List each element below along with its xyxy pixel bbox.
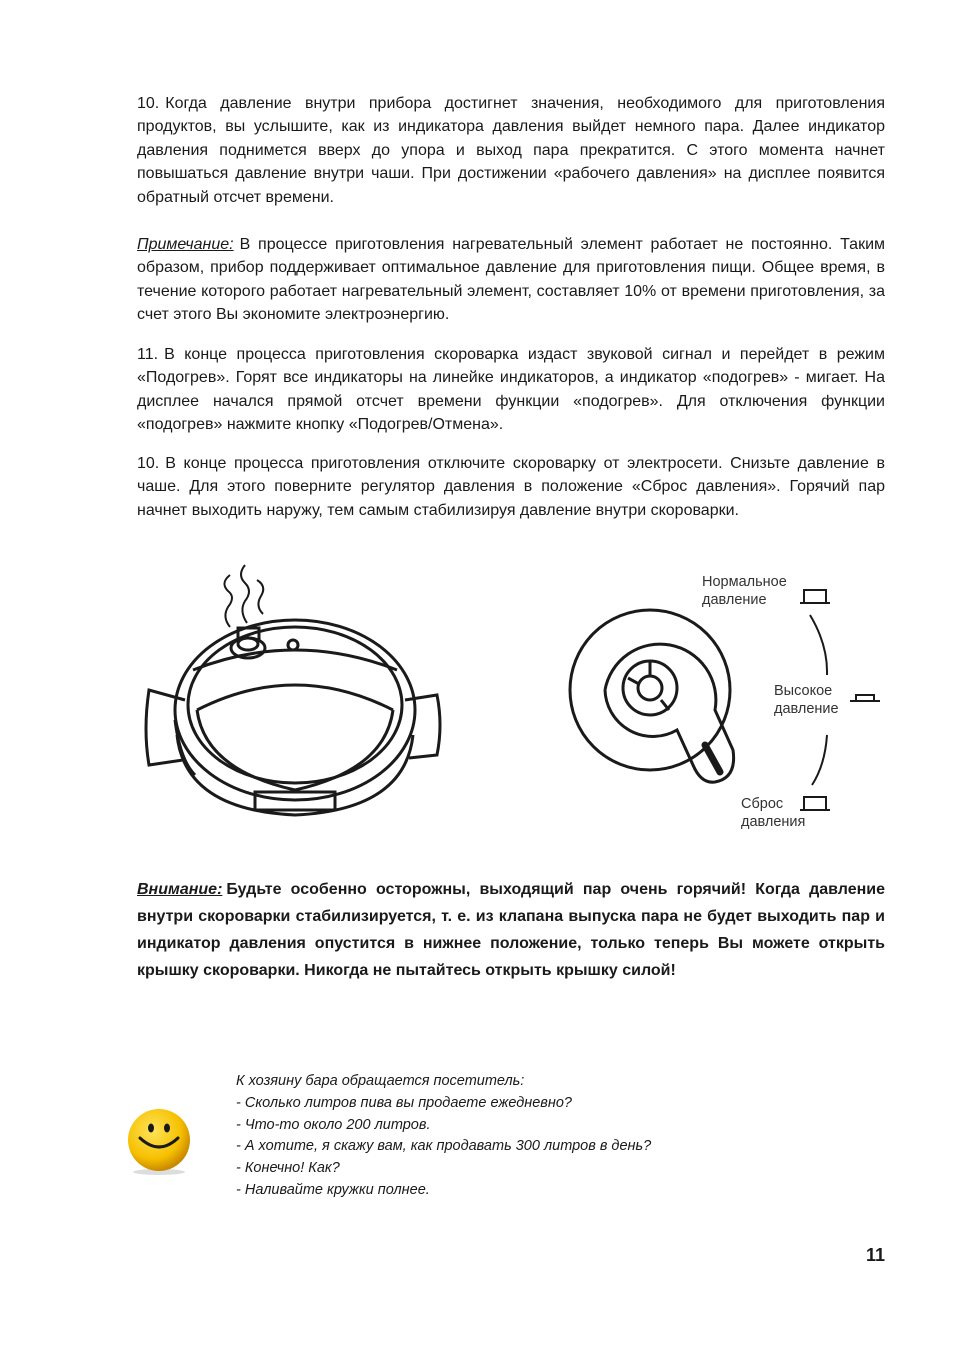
- normal-position-icon: [798, 587, 832, 605]
- label-normal-pressure: Нормальное давление: [702, 574, 787, 608]
- note-label: Примечание:: [137, 236, 234, 253]
- joke-line: К хозяину бара обращается посетитель:: [236, 1073, 525, 1089]
- pressure-cooker-illustration: [135, 560, 455, 830]
- step-10-paragraph: [137, 92, 885, 209]
- step-number: 11.: [137, 346, 159, 363]
- page-number: 11: [865, 1245, 885, 1265]
- label-pressure-release: Сброс давления: [741, 796, 806, 830]
- high-position-icon: [848, 690, 882, 704]
- step-number: 10.: [137, 455, 160, 472]
- label-high-pressure: Высокое давление: [774, 683, 839, 717]
- warning-paragraph: [137, 876, 885, 984]
- warning-text: Будьте особенно осторожны, выходящий пар очень горячий! Когда давление внутри скороварки стабилизируется, т. е. из клапана выпуска пара не будет выходить пар и индикатор давления опустится в нижнее положение, только теперь Вы можете открыть крышку скороварки. Никогда не пытайтесь открыть крышку силой!: [137, 881, 885, 979]
- joke-line: - Сколько литров пива вы продаете ежедневно?: [236, 1094, 572, 1111]
- joke-line: - Наливайте кружки полнее.: [236, 1181, 430, 1198]
- note-paragraph: [137, 233, 885, 327]
- warning-label: Внимание:: [137, 881, 223, 898]
- step-text: Когда давление внутри прибора достигнет значения, необходимого для приготовления продуктов, вы услышите, как из индикатора давления выйдет немного пара. Далее индикатор давления поднимется вверх до упора и выход пара прекратится. С этого момента начнет повышаться давление внутри чаши. При достижении «рабочего давления» на дисплее появится обратный отсчет времени.: [137, 95, 885, 206]
- pressure-regulator-diagram: [565, 600, 750, 800]
- note-text: В процессе приготовления нагревательный элемент работает не постоянно. Таким образом, прибор поддерживает оптимальное давление для приготовления пищи. Общее время, в течение которого работает нагревательный элемент, составляет 10% от времени приготовления, за счет этого Вы экономите электроэнергию.: [137, 236, 885, 324]
- smiley-icon: [124, 1106, 194, 1176]
- step-10b-paragraph: [137, 452, 885, 522]
- joke-line: - Конечно! Как?: [236, 1160, 340, 1177]
- step-11-paragraph: [137, 343, 885, 437]
- joke-block: [236, 1071, 651, 1202]
- step-number: 10.: [137, 95, 160, 112]
- joke-line: - А хотите, я скажу вам, как продавать 300 литров в день?: [236, 1138, 652, 1155]
- step-text: В конце процесса приготовления отключите скороварку от электросети. Снизьте давление в чаше. Для этого поверните регулятор давления в положение «Сброс давления». Горячий пар начнет выходить наружу, тем самым стабилизируя давление внутри скороварки.: [137, 455, 885, 519]
- joke-line: - Что-то около 200 литров.: [236, 1116, 431, 1133]
- release-position-icon: [798, 794, 832, 812]
- step-text: В конце процесса приготовления скороварка издаст звуковой сигнал и перейдет в режим «Подогрев». Горят все индикаторы на линейке индикаторов, а индикатор «подогрев» - мигает. На дисплее начался прямой отсчет времени функции «подогрев». Для отключения функции «подогрев» нажмите кнопку «Подогрев/Отмена».: [137, 346, 885, 434]
